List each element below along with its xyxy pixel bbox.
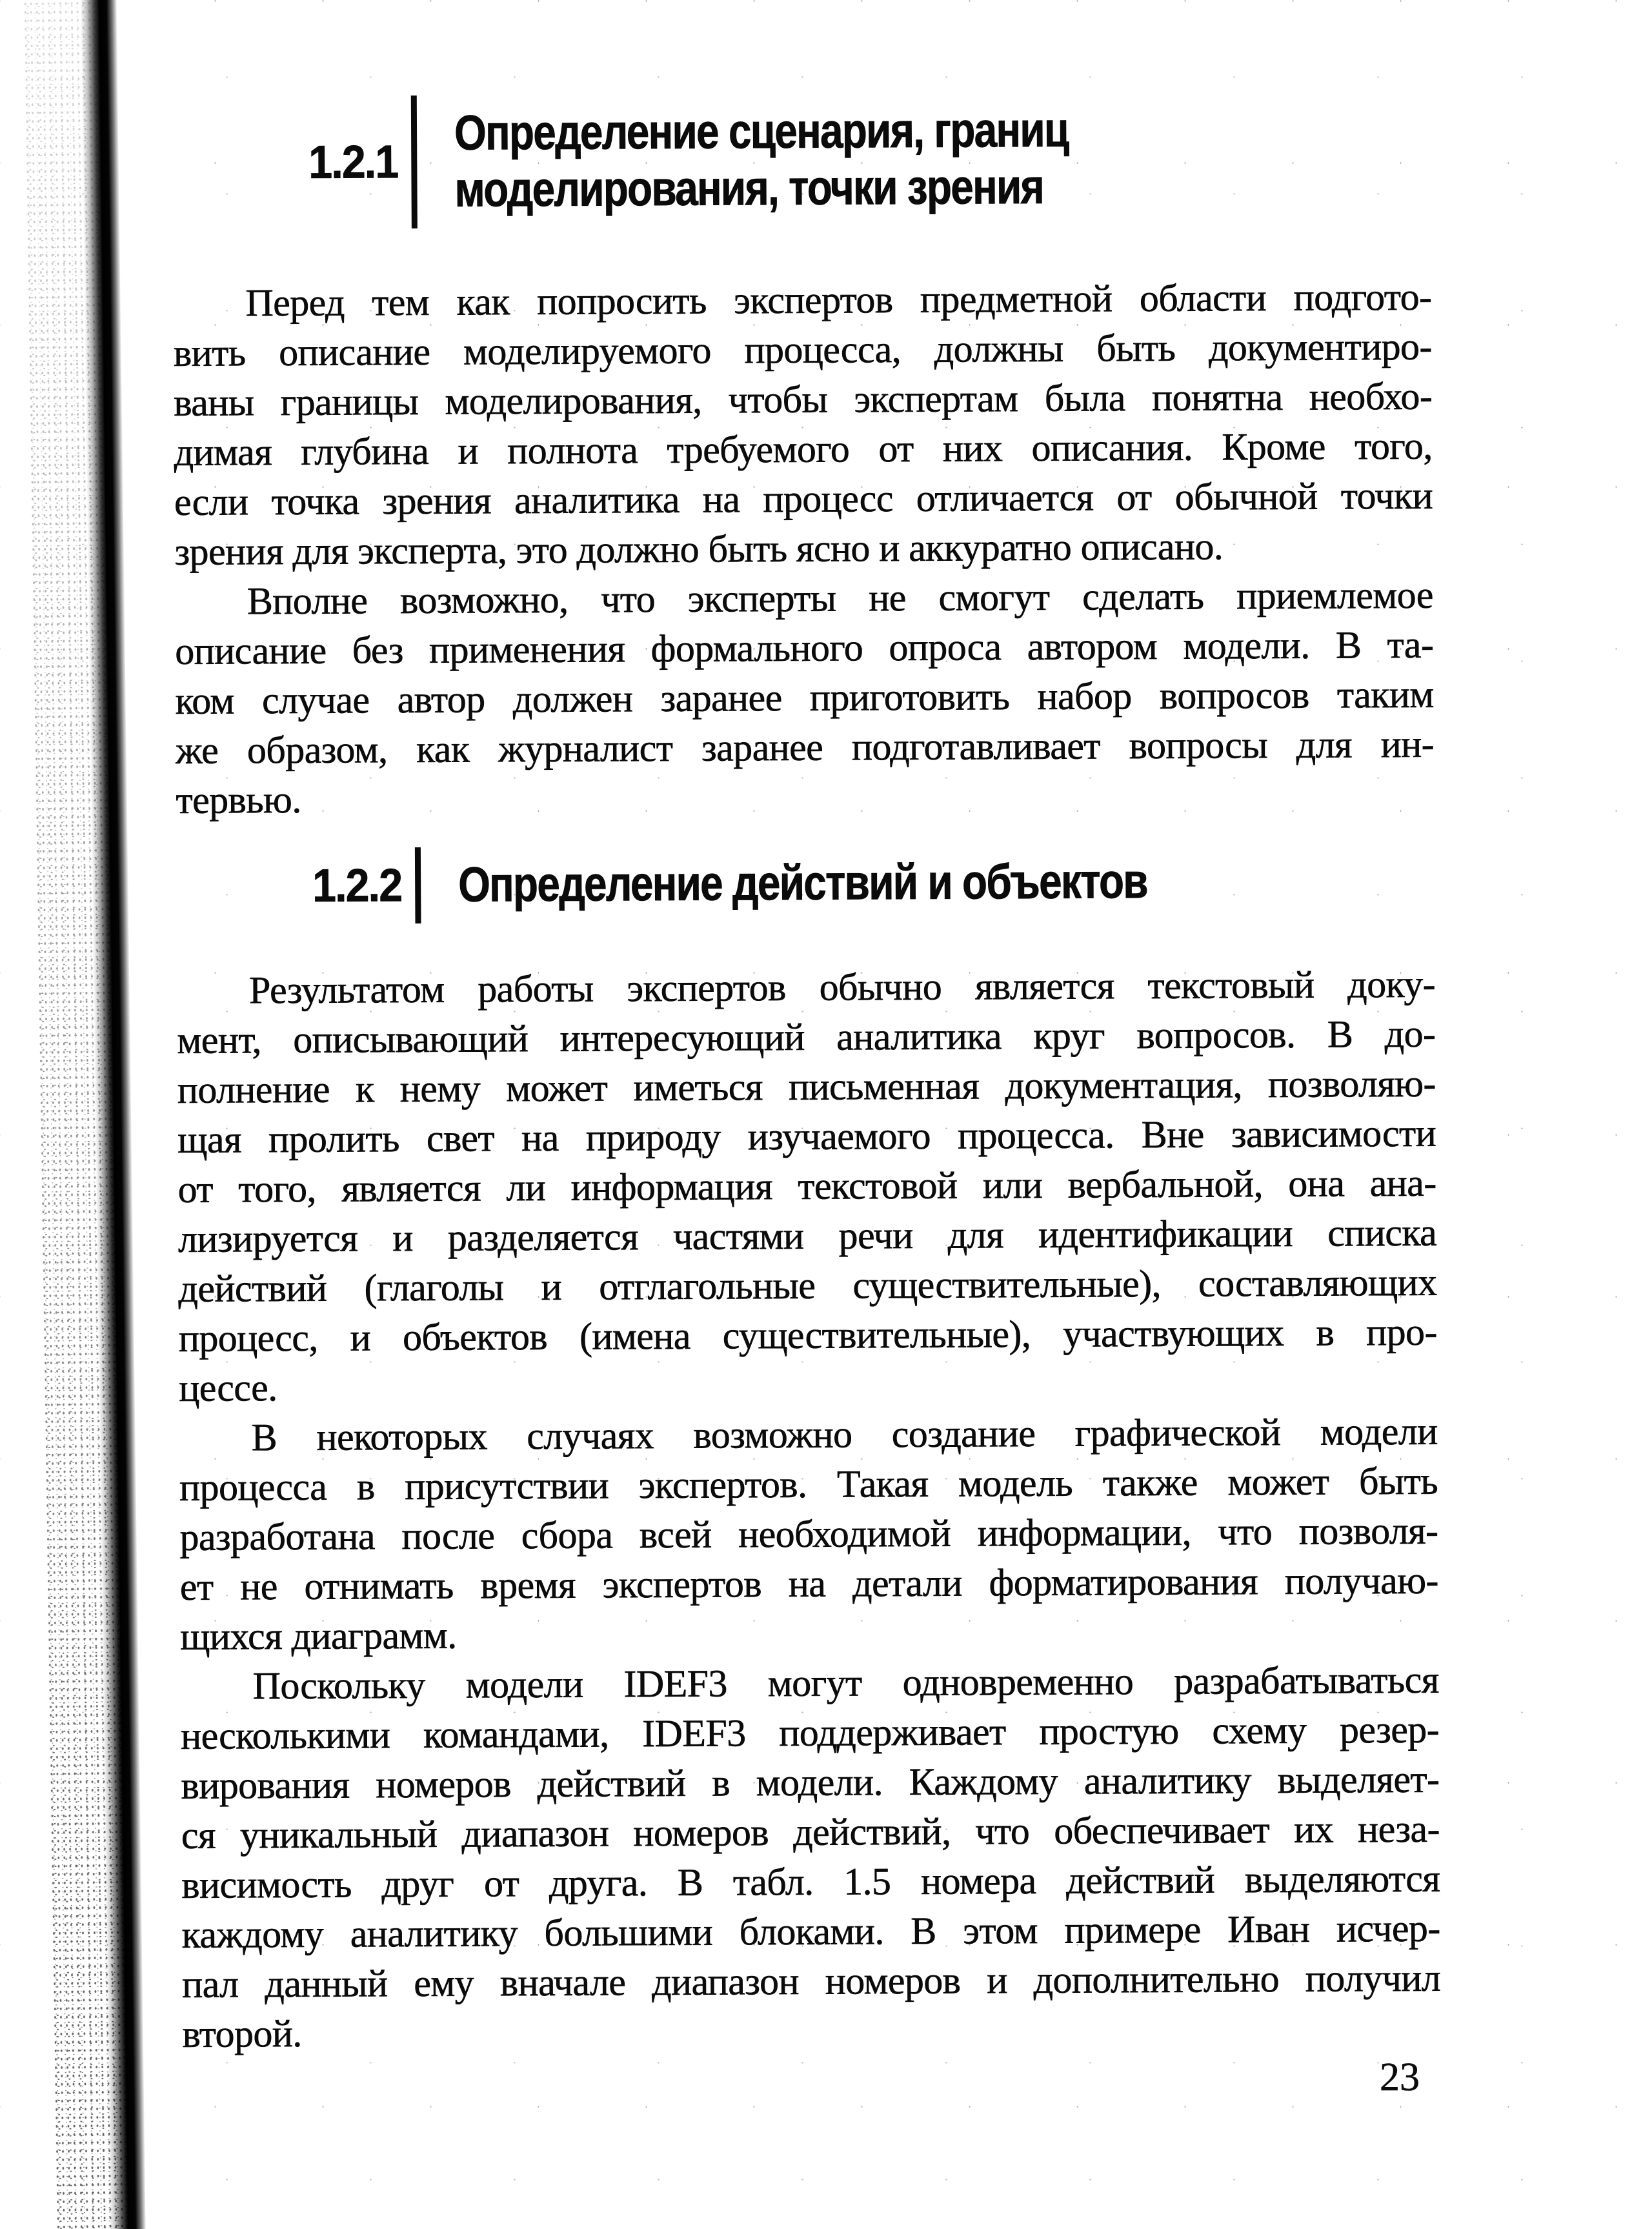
section-number: 1.2.1 <box>308 136 398 188</box>
page-number: 23 <box>1380 2055 1420 2099</box>
text-line: действий (глаголы и отглагольные существительные), составляющих <box>178 1260 1437 1310</box>
text-line: процесс, и объектов (имена существительные), участвующих в про- <box>178 1310 1438 1360</box>
section-title-line: Определение действий и объектов <box>458 854 1148 913</box>
text-line: ком случае автор должен заранее приготовить набор вопросов таким <box>175 672 1434 722</box>
text-line: димая глубина и полнота требуемого от них описания. Кроме того, <box>174 424 1433 474</box>
text-line: разработана после сбора всей необходимой информации, что позволя- <box>179 1509 1438 1558</box>
section-body <box>173 272 1434 825</box>
text-line: описание без применения формального опроса автором модели. В та- <box>175 623 1434 672</box>
text-line: щихся диаграмм. <box>180 1613 457 1658</box>
paragraph <box>180 1655 1440 2059</box>
text-line: вить описание моделируемого процесса, должны быть документиро- <box>173 325 1433 374</box>
section-title <box>454 101 1186 219</box>
section-body <box>177 960 1441 2059</box>
text-line: вирования номеров действий в модели. Каждому аналитику выделяет- <box>181 1757 1440 1807</box>
text-line: мент, описывающий интересующий аналитика круг вопросов. В до- <box>177 1012 1436 1062</box>
paragraph <box>177 960 1438 1413</box>
section-title <box>458 852 1278 914</box>
text-line: несколькими командами, IDEF3 поддерживает простую схему резер- <box>180 1708 1440 1757</box>
section-title-line: Определение сценария, границ <box>454 102 1069 161</box>
text-line: Поскольку модели IDEF3 могут одновременно разрабатываться <box>252 1658 1439 1708</box>
section-heading-1-2-2 <box>299 842 1435 924</box>
section-number: 1.2.2 <box>312 860 402 912</box>
text-line: процесса в присутствии экспертов. Такая модель также может быть <box>179 1459 1438 1509</box>
text-line: тервью. <box>176 778 301 822</box>
text-line: ет не отнимать время экспертов на детали форматирования получаю- <box>179 1558 1439 1608</box>
section-title-line: моделирования, точки зрения <box>454 159 1044 217</box>
text-line: от того, является ли информация текстовой или вербальной, она ана- <box>177 1161 1436 1211</box>
text-line: пал данный ему вначале диапазон номеров и дополнительно получил <box>181 1956 1441 2006</box>
text-line: второй. <box>182 2012 302 2055</box>
text-line: висимость друг от друга. В табл. 1.5 номера действий выделяются <box>181 1857 1440 1906</box>
text-line: Результатом работы экспертов обычно является текстовый доку- <box>248 962 1436 1012</box>
text-line: В некоторых случаях возможно создание графической модели <box>251 1409 1438 1459</box>
paragraph <box>179 1407 1438 1662</box>
text-line: Вполне возможно, что эксперты не смогут сделать приемлемое <box>247 573 1434 623</box>
heading-rule <box>411 96 418 228</box>
text-line: Перед тем как попросить экспертов предметной области подгото- <box>245 275 1432 325</box>
text-line: же образом, как журналист заранее подготавливает вопросы для ин- <box>175 722 1435 772</box>
text-line: зрения для эксперта, это должно быть ясно и аккуратно описано. <box>174 525 1224 573</box>
text-line: щая пролить свет на природу изучаемого процесса. Вне зависимости <box>177 1111 1436 1161</box>
text-line: полнение к нему может иметься письменная документация, позволяю- <box>177 1062 1436 1111</box>
text-line: каждому аналитику большими блоками. В этом примере Иван исчер- <box>181 1906 1440 1956</box>
text-line: ся уникальный диапазон номеров действий, что обеспечивает их неза- <box>181 1807 1440 1857</box>
section-heading-1-2-1 <box>295 90 1431 229</box>
text-line: ваны границы моделирования, чтобы экспертам была понятна необхо- <box>174 374 1433 424</box>
text-line: если точка зрения аналитика на процесс отличается от обычной точки <box>174 474 1433 523</box>
page-content <box>172 0 1441 2059</box>
text-line: лизируется и разделяется частями речи для идентификации списка <box>177 1211 1437 1260</box>
paragraph <box>173 272 1433 577</box>
paragraph <box>175 570 1435 825</box>
heading-rule <box>415 847 421 923</box>
text-line: цессе. <box>179 1366 277 1409</box>
